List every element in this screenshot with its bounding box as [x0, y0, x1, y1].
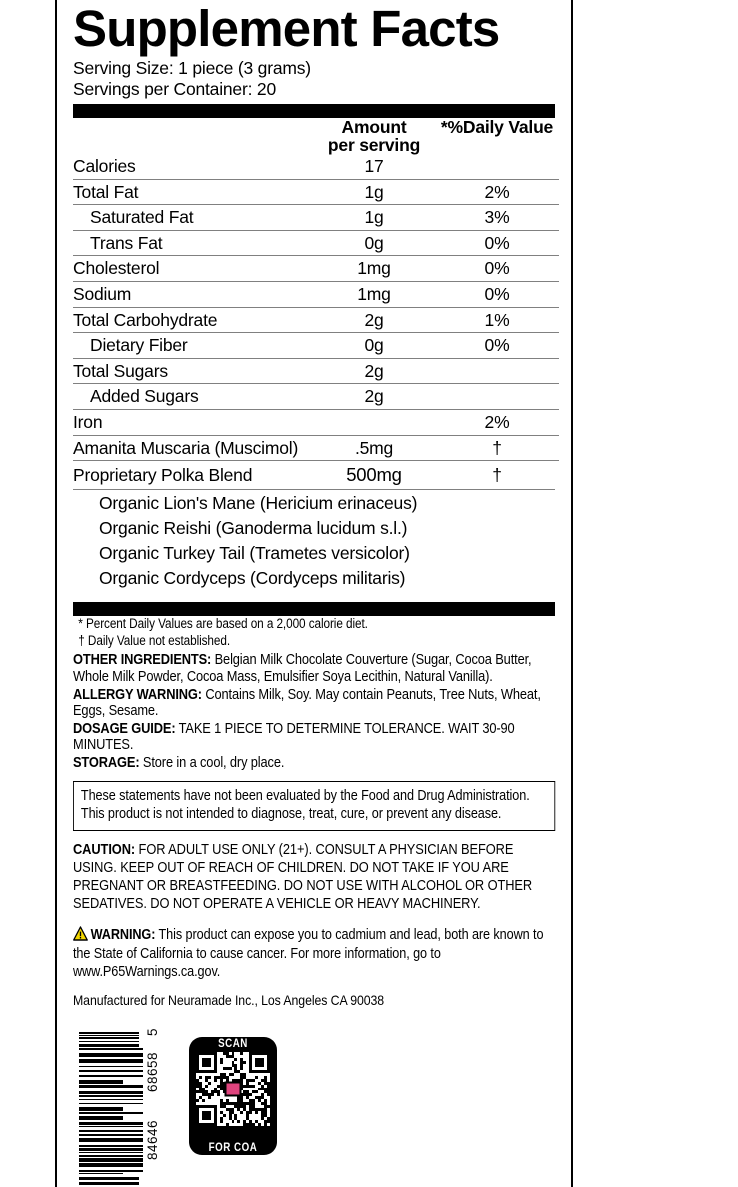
storage-text: Store in a cool, dry place. — [139, 754, 285, 771]
nutrient-name: Total Fat — [73, 179, 313, 205]
barcode-bar — [79, 1155, 143, 1157]
blend-ingredient-list — [73, 489, 555, 594]
barcode-bar — [79, 1075, 143, 1077]
barcode-bar — [79, 1070, 143, 1072]
qr-caption-bottom: FOR COA — [208, 1142, 258, 1154]
nutrient-name: Proprietary Polka Blend — [73, 461, 313, 490]
nutrient-amount: 500mg — [313, 461, 435, 490]
barcode-bar — [79, 1158, 143, 1162]
blend-ingredient: Organic Reishi (Ganoderma lucidum s.l.) — [99, 517, 408, 538]
barcode-bar — [79, 1138, 143, 1142]
barcode-bar — [79, 1053, 143, 1057]
caution-text-line — [73, 842, 555, 913]
header-amount — [313, 118, 435, 154]
nutrient-amount: 1mg — [313, 256, 435, 282]
other-ingredients-label: OTHER INGREDIENTS: — [73, 652, 212, 669]
nutrition-rows — [73, 154, 559, 489]
header-spacer — [73, 118, 313, 154]
barcode-bar — [79, 1095, 143, 1097]
barcode-digits-left: 84646 — [145, 1120, 160, 1161]
barcode-bars — [79, 1030, 143, 1187]
nutrient-name: Total Sugars — [73, 358, 313, 384]
barcode-bar — [79, 1148, 143, 1151]
table-row — [73, 358, 559, 384]
barcode-bar — [79, 1048, 143, 1050]
header-daily-value: *%Daily Value — [440, 117, 554, 137]
nutrient-daily-value: † — [435, 461, 559, 490]
allergy-warning-text: Contains Milk, Soy. May contain Peanuts, Tree Nuts, Wheat, Eggs, Sesame. — [73, 686, 541, 720]
barcode-digit-lead: 5 — [145, 1028, 160, 1037]
barcode-bar — [79, 1152, 143, 1153]
nutrient-amount: 1mg — [313, 281, 435, 307]
header-amount-line2: per serving — [327, 135, 421, 155]
nutrient-daily-value: 2% — [435, 409, 559, 435]
nutrient-amount: 2g — [313, 307, 435, 333]
table-row — [73, 333, 559, 359]
nutrient-name: Cholesterol — [73, 256, 313, 282]
nutrient-daily-value: 1% — [435, 307, 559, 333]
barcode-bar — [79, 1130, 143, 1132]
dosage-guide-label: DOSAGE GUIDE: — [73, 720, 176, 737]
barcode-bar — [79, 1059, 143, 1063]
barcode-bar — [79, 1091, 143, 1094]
nutrient-amount: .5mg — [313, 435, 435, 461]
nutrient-daily-value — [435, 384, 559, 410]
fda-disclaimer-box — [73, 781, 555, 831]
barcode-bar — [79, 1041, 139, 1042]
barcode-bar — [79, 1126, 143, 1127]
nutrient-daily-value: 3% — [435, 205, 559, 231]
nutrient-amount: 1g — [313, 205, 435, 231]
caution-block — [73, 842, 555, 913]
nutrient-name: Trans Fat — [73, 230, 313, 256]
barcode-bar — [79, 1134, 143, 1136]
qr-code-matrix — [196, 1052, 270, 1126]
table-row — [73, 281, 559, 307]
barcode-bar — [79, 1145, 143, 1147]
nutrient-name: Saturated Fat — [73, 205, 313, 231]
allergy-warning-label: ALLERGY WARNING: — [73, 686, 202, 703]
nutrient-daily-value: 2% — [435, 179, 559, 205]
table-row — [73, 435, 559, 461]
barcode-bar — [79, 1112, 143, 1114]
barcode-bar — [79, 1173, 123, 1174]
nutrient-amount: 17 — [364, 156, 384, 176]
other-ingredients — [73, 652, 555, 685]
label-panel — [55, 0, 573, 1187]
barcode — [79, 1030, 167, 1187]
fine-print-block — [73, 616, 555, 1008]
allergy-warning — [73, 687, 555, 720]
table-row — [73, 256, 559, 282]
nutrient-name: Amanita Muscaria (Muscimol) — [73, 435, 313, 461]
table-row — [73, 461, 559, 490]
page-title: Supplement Facts — [73, 0, 500, 57]
prop65-label: WARNING: — [90, 926, 156, 943]
barcode-bar — [79, 1080, 123, 1084]
table-row — [73, 179, 559, 205]
nutrient-daily-value: 0% — [435, 333, 559, 359]
nutrient-daily-value — [435, 154, 559, 179]
barcode-bar — [79, 1116, 123, 1120]
dosage-guide-text: TAKE 1 PIECE TO DETERMINE TOLERANCE. WAIT 30-90 MINUTES. — [73, 720, 515, 754]
barcode-bar — [79, 1163, 143, 1167]
nutrient-amount — [313, 409, 435, 435]
caution-label: CAUTION: — [73, 842, 136, 859]
table-row — [73, 384, 559, 410]
blend-ingredient: Organic Cordyceps (Cordyceps militaris) — [99, 567, 406, 588]
barcode-bar — [79, 1107, 123, 1111]
prop65-text-line — [73, 926, 555, 982]
nutrient-daily-value: 0% — [435, 281, 559, 307]
codes-area — [73, 1024, 559, 1187]
blend-ingredient: Organic Lion's Mane (Hericium erinaceus) — [99, 493, 418, 514]
footnote-asterisk: * Percent Daily Values are based on a 2,000 calorie diet. — [78, 616, 368, 632]
fda-disclaimer-text: These statements have not been evaluated by the Food and Drug Administration. This product is not intended to diagnose, treat, cure, or prevent any disease. — [80, 788, 530, 822]
nutrient-daily-value: 0% — [435, 230, 559, 256]
nutrient-name: Calories — [73, 156, 136, 176]
barcode-bar — [79, 1044, 139, 1047]
qr-module — [267, 1123, 270, 1126]
nutrient-amount: 2g — [313, 384, 435, 410]
storage-info — [73, 755, 555, 772]
barcode-bar — [79, 1170, 143, 1172]
nutrient-name: Dietary Fiber — [73, 333, 313, 359]
table-row — [73, 154, 559, 179]
qr-caption-top: SCAN — [218, 1038, 248, 1050]
nutrient-daily-value — [435, 358, 559, 384]
nutrient-name: Total Carbohydrate — [73, 307, 313, 333]
nutrient-amount: 2g — [313, 358, 435, 384]
nutrient-amount: 0g — [313, 230, 435, 256]
nutrient-name: Added Sugars — [73, 384, 313, 410]
warning-triangle-icon — [73, 926, 88, 947]
barcode-bar — [79, 1177, 139, 1180]
footnote-dagger: † Daily Value not established. — [78, 632, 231, 648]
table-row — [73, 230, 559, 256]
nutrient-daily-value: † — [435, 435, 559, 461]
divider-thick-top — [73, 104, 555, 118]
table-header-row — [73, 118, 559, 154]
caution-text: FOR ADULT USE ONLY (21+). CONSULT A PHYSICIAN BEFORE USING. KEEP OUT OF REACH OF CHILDREN. DO NOT TAKE IF YOU ARE PREGNANT OR BREASTFEEDING. DO NOT USE WITH ALCOHOL OR OTHER SEDATIVES. DO NOT OPERATE A VEHICLE OR HEAVY MACHINERY. — [73, 842, 533, 912]
prop65-text: This product can expose you to cadmium and lead, both are known to the State of California to cause cancer. For more information, go to www.P65Warnings.ca.gov. — [73, 926, 544, 980]
table-row — [73, 409, 559, 435]
table-row — [73, 307, 559, 333]
dosage-guide — [73, 721, 555, 754]
table-row — [73, 205, 559, 231]
other-ingredients-text: Belgian Milk Chocolate Couverture (Sugar, Cocoa Butter, Whole Milk Powder, Cocoa Mass, Emulsifier Soya Lecithin, Natural Vanilla). — [73, 652, 532, 685]
nutrition-table — [73, 118, 559, 489]
nutrient-amount: 1g — [313, 179, 435, 205]
barcode-bar — [79, 1182, 139, 1185]
manufacturer-line: Manufactured for Neuramade Inc., Los Angeles CA 90038 — [73, 992, 385, 1009]
nutrient-name: Iron — [73, 409, 313, 435]
barcode-digits — [141, 1030, 167, 1187]
qr-center-logo-icon — [225, 1082, 242, 1097]
nutrient-amount: 0g — [313, 333, 435, 359]
divider-thick-bottom — [73, 602, 555, 616]
nutrient-daily-value: 0% — [435, 256, 559, 282]
barcode-bar — [79, 1066, 143, 1067]
prop65-block — [73, 926, 555, 982]
barcode-bar — [79, 1122, 143, 1125]
storage-label: STORAGE: — [73, 754, 140, 771]
qr-code-badge[interactable] — [189, 1037, 277, 1155]
barcode-bar — [79, 1085, 143, 1088]
servings-per-container: Servings per Container: 20 — [73, 78, 276, 99]
barcode-bar — [79, 1035, 139, 1036]
serving-size: Serving Size: 1 piece (3 grams) — [73, 58, 311, 78]
barcode-bar — [79, 1032, 139, 1034]
barcode-bar — [79, 1037, 139, 1039]
barcode-bar — [79, 1099, 143, 1100]
header-amount-line1: Amount — [341, 117, 407, 137]
barcode-bar — [79, 1103, 143, 1104]
blend-ingredient: Organic Turkey Tail (Trametes versicolor) — [99, 542, 410, 563]
nutrient-name: Sodium — [73, 281, 313, 307]
barcode-digits-right: 68658 — [145, 1052, 160, 1093]
